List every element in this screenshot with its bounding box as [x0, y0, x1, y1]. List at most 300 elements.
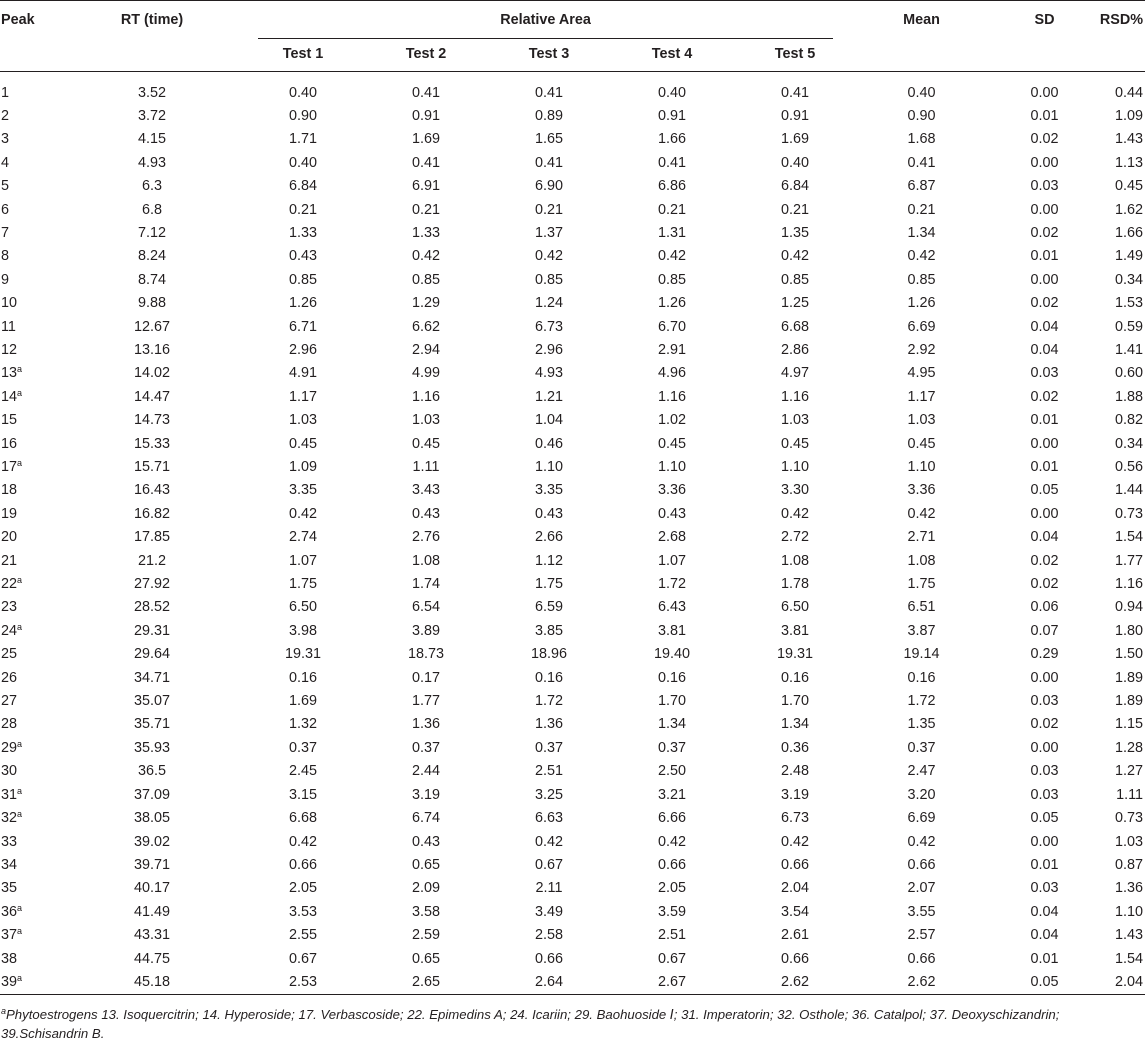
cell-rsd: 0.73 [1115, 505, 1144, 522]
cell-mean: 1.08 [907, 552, 936, 569]
table-row [0, 784, 1145, 807]
cell-test-3: 6.63 [534, 810, 563, 827]
cell-mean: 3.20 [907, 786, 936, 803]
cell-rsd: 0.82 [1115, 412, 1144, 429]
peak-number: 21 [1, 552, 18, 569]
cell-test-1: 0.67 [288, 950, 317, 967]
cell-test-5: 0.45 [781, 435, 810, 452]
cell-test-4: 0.42 [657, 248, 686, 265]
cell-test-5: 3.81 [781, 622, 810, 639]
cell-mean: 0.16 [907, 669, 936, 686]
cell-test-2: 2.65 [341, 971, 464, 995]
cell-mean: 6.69 [907, 318, 936, 335]
cell-rsd: 1.80 [1115, 622, 1144, 639]
cell-rsd: 1.88 [1115, 388, 1144, 405]
cell-peak [0, 971, 86, 995]
cell-test-5: 1.16 [781, 388, 810, 405]
cell-test-5: 1.10 [781, 459, 810, 475]
cell-test-4: 19.40 [653, 646, 690, 663]
cell-test-5: 1.03 [781, 412, 810, 429]
cell-test-5: 6.73 [781, 810, 810, 827]
cell-sd: 0.01 [1030, 459, 1059, 475]
header-mean: Mean [903, 12, 940, 28]
cell-rt: 6.8 [141, 201, 162, 218]
table-row [0, 152, 1145, 175]
cell-test-3: 2.11 [535, 880, 563, 897]
cell-rt: 28.52 [133, 599, 170, 616]
cell-mean: 1.17 [907, 388, 936, 405]
cell-peak [0, 503, 86, 526]
cell-rsd: 1.03 [1115, 833, 1144, 850]
cell-test-1: 1.69 [288, 693, 317, 710]
cell-rsd: 1.13 [1115, 154, 1144, 171]
cell-test-2: 1.33 [411, 224, 440, 241]
cell-test-4: 0.66 [657, 856, 686, 873]
cell-test-4: 1.26 [657, 295, 686, 312]
cell-rt: 41.49 [133, 903, 170, 920]
cell-rsd: 0.87 [1115, 856, 1144, 873]
peak-footnote-mark: a [17, 902, 23, 913]
cell-mean: 0.42 [907, 248, 936, 265]
cell-test-4: 0.91 [657, 107, 686, 124]
cell-test-4: 0.16 [657, 669, 686, 686]
peak-footnote-mark: a [17, 621, 23, 632]
cell-mean: 1.26 [907, 295, 936, 312]
cell-test-2: 3.58 [411, 903, 440, 920]
cell-test-3: 1.37 [534, 224, 563, 241]
cell-sd: 0.00 [1030, 271, 1059, 288]
table-row [0, 713, 1145, 736]
cell-test-1: 6.71 [288, 318, 317, 335]
cell-mean: 0.37 [907, 739, 936, 756]
cell-mean: 1.34 [907, 224, 936, 241]
table-row [0, 924, 1145, 947]
header-test-1: Test 1 [218, 39, 341, 71]
cell-peak [0, 71, 86, 105]
cell-mean: 6.87 [907, 178, 936, 195]
cell-rsd: 0.94 [1115, 599, 1144, 616]
cell-rt: 39.02 [133, 833, 170, 850]
cell-rsd: 1.77 [1115, 552, 1144, 569]
cell-sd: 0.02 [1030, 552, 1059, 569]
cell-test-3: 2.96 [534, 341, 563, 358]
table-row [0, 456, 1145, 479]
cell-peak [0, 362, 86, 385]
table-row [0, 667, 1145, 690]
cell-test-2: 0.37 [411, 739, 440, 756]
cell-test-5: 1.34 [781, 716, 810, 733]
cell-rt: 39.71 [133, 856, 170, 873]
cell-mean: 2.07 [907, 880, 936, 897]
cell-peak [0, 128, 86, 151]
peak-footnote-mark: a [17, 458, 23, 468]
cell-test-4: 1.07 [657, 552, 686, 569]
cell-test-2: 2.09 [411, 880, 440, 897]
cell-test-4: 1.31 [657, 224, 686, 241]
cell-test-2: 6.74 [411, 810, 440, 827]
cell-peak [0, 409, 86, 432]
cell-sd: 0.00 [1030, 833, 1059, 850]
cell-test-5: 1.08 [781, 552, 810, 569]
cell-rt: 15.33 [133, 435, 170, 452]
cell-test-3: 0.42 [534, 248, 563, 265]
cell-test-3: 1.24 [534, 295, 563, 312]
cell-rt: 44.75 [133, 950, 170, 967]
cell-test-1: 0.85 [288, 271, 317, 288]
cell-test-5: 0.91 [781, 107, 810, 124]
cell-rt: 37.09 [133, 786, 170, 803]
cell-test-2: 1.03 [411, 412, 440, 429]
cell-test-1: 1.33 [288, 224, 317, 241]
cell-test-5: 4.97 [781, 365, 810, 382]
cell-test-4: 0.21 [657, 201, 686, 218]
cell-test-3: 1.04 [534, 412, 563, 429]
cell-test-1: 0.40 [288, 84, 317, 101]
cell-test-1: 0.42 [288, 833, 317, 850]
cell-peak [0, 339, 86, 362]
cell-test-2: 1.69 [411, 131, 440, 148]
cell-mean: 1.03 [907, 412, 936, 429]
cell-sd: 0.05 [963, 971, 1079, 995]
peak-number: 30 [1, 763, 18, 780]
cell-mean: 3.87 [907, 622, 936, 639]
cell-test-3: 2.64 [464, 971, 587, 995]
cell-rt: 29.64 [133, 646, 170, 663]
cell-rt: 4.15 [137, 131, 166, 148]
cell-rt: 8.24 [137, 248, 166, 265]
cell-rsd: 0.60 [1115, 365, 1144, 382]
cell-test-4: 4.96 [657, 365, 686, 382]
cell-test-3: 2.66 [534, 529, 563, 546]
cell-sd: 0.03 [1030, 763, 1059, 780]
table-row [0, 550, 1145, 573]
peak-footnote-mark: a [17, 738, 23, 749]
table-row [0, 479, 1145, 502]
peak-number: 20 [1, 529, 18, 546]
header-peak: Peak [1, 12, 35, 28]
cell-mean: 0.41 [907, 154, 936, 171]
table-row [0, 222, 1145, 245]
peak-number: 15 [1, 412, 18, 429]
cell-test-2: 4.99 [411, 365, 440, 382]
cell-rsd: 1.89 [1115, 669, 1144, 686]
peak-number: 34 [1, 856, 18, 873]
peak-number: 36 [1, 903, 18, 920]
table-row [0, 643, 1145, 666]
cell-sd: 0.00 [1030, 84, 1059, 101]
cell-peak [0, 713, 86, 736]
cell-test-3: 1.65 [534, 131, 563, 148]
cell-test-4: 1.70 [657, 693, 686, 710]
peak-number: 27 [1, 693, 18, 710]
cell-test-2: 1.74 [411, 576, 440, 593]
cell-test-4: 2.50 [657, 763, 686, 780]
table-row [0, 971, 1145, 995]
cell-rt: 43.31 [133, 927, 170, 944]
peak-number: 26 [1, 669, 18, 686]
cell-rsd: 1.28 [1115, 739, 1144, 756]
peak-footnote-mark: a [17, 387, 23, 398]
cell-test-5: 0.42 [781, 505, 810, 522]
table-row [0, 760, 1145, 783]
cell-test-4: 2.68 [657, 529, 686, 546]
cell-test-2: 0.41 [411, 154, 440, 171]
cell-rt: 29.31 [133, 622, 170, 639]
cell-sd: 0.04 [1030, 318, 1059, 335]
cell-test-2: 2.76 [411, 529, 440, 546]
cell-test-4: 0.43 [657, 505, 686, 522]
cell-test-1: 0.42 [288, 505, 317, 522]
cell-test-2: 6.91 [411, 178, 440, 195]
cell-rsd: 1.53 [1115, 295, 1144, 312]
table-row [0, 737, 1145, 760]
cell-test-2: 0.85 [411, 271, 440, 288]
cell-rsd: 1.43 [1115, 131, 1144, 148]
table-header [0, 1, 1145, 72]
peak-number: 29 [1, 739, 18, 756]
cell-rsd: 1.66 [1115, 224, 1144, 241]
cell-sd: 0.02 [1030, 388, 1059, 405]
cell-test-4: 1.66 [657, 131, 686, 148]
cell-mean: 0.42 [907, 833, 936, 850]
cell-test-3: 0.46 [534, 435, 563, 452]
peak-number: 32 [1, 810, 18, 827]
cell-peak [0, 948, 86, 971]
cell-test-3: 1.21 [534, 388, 563, 405]
cell-sd: 0.02 [1030, 295, 1059, 312]
cell-peak [0, 292, 86, 315]
cell-peak [0, 269, 86, 292]
cell-test-1: 1.07 [288, 552, 317, 569]
cell-rsd: 0.45 [1115, 178, 1144, 195]
cell-test-3: 0.89 [534, 107, 563, 124]
cell-test-1: 0.16 [288, 669, 317, 686]
cell-rt: 15.71 [133, 459, 170, 475]
cell-mean: 1.75 [907, 576, 936, 593]
cell-test-1: 2.45 [288, 763, 317, 780]
cell-rsd: 1.10 [1115, 903, 1144, 920]
cell-sd: 0.01 [1030, 248, 1059, 265]
header-test-4: Test 4 [587, 39, 710, 71]
cell-test-2: 18.73 [407, 646, 444, 663]
cell-sd: 0.29 [1030, 646, 1059, 663]
table-row [0, 854, 1145, 877]
cell-mean: 3.55 [907, 903, 936, 920]
cell-rsd: 1.16 [1115, 576, 1144, 593]
footnote-text: Phytoestrogens 13. Isoquercitrin; 14. Hyperoside; 17. Verbascoside; 22. Epimedins A; 24. Icariin; 29. Baohuoside Ⅰ; 31. Imperatorin; 32. Osthole; 36. Catalpol; 37. Deoxyschizandrin; 39.Schisandrin B. [1, 1007, 1060, 1042]
cell-test-4: 6.86 [657, 178, 686, 195]
cell-mean: 2.57 [907, 927, 936, 944]
table-row [0, 690, 1145, 713]
cell-test-2: 2.59 [411, 927, 440, 944]
cell-sd: 0.00 [1030, 201, 1059, 218]
cell-mean: 0.21 [907, 201, 936, 218]
cell-test-3: 0.85 [534, 271, 563, 288]
table-row [0, 877, 1145, 900]
cell-rsd: 0.34 [1115, 435, 1144, 452]
cell-test-4: 2.91 [657, 341, 686, 358]
cell-peak [0, 807, 86, 830]
cell-sd: 0.06 [1030, 599, 1059, 616]
cell-test-3: 0.67 [534, 856, 563, 873]
cell-peak [0, 831, 86, 854]
cell-rt: 14.02 [133, 365, 170, 382]
cell-test-3: 0.41 [534, 84, 563, 101]
cell-test-5: 2.86 [781, 341, 810, 358]
cell-sd: 0.05 [1030, 810, 1059, 827]
cell-sd: 0.02 [1030, 576, 1059, 593]
cell-test-1: 6.50 [288, 599, 317, 616]
cell-test-4: 1.10 [657, 459, 686, 475]
table-row [0, 292, 1145, 315]
peak-number: 4 [1, 154, 10, 171]
table-row [0, 526, 1145, 549]
cell-rsd: 0.34 [1115, 271, 1144, 288]
cell-test-2: 1.36 [411, 716, 440, 733]
peak-footnote-mark: a [17, 926, 23, 937]
peak-number: 13 [1, 365, 18, 382]
cell-sd: 0.04 [1030, 529, 1059, 546]
header-test-2: Test 2 [341, 39, 464, 71]
cell-mean: 2.62 [833, 971, 963, 995]
cell-test-5: 0.66 [781, 950, 810, 967]
cell-test-2: 0.43 [411, 833, 440, 850]
cell-test-2: 0.17 [411, 669, 440, 686]
cell-sd: 0.00 [1030, 505, 1059, 522]
cell-mean: 2.71 [907, 529, 936, 546]
cell-rt: 36.5 [137, 763, 166, 780]
cell-peak [0, 456, 86, 479]
table-row [0, 175, 1145, 198]
cell-test-5: 0.16 [781, 669, 810, 686]
cell-test-5: 2.72 [781, 529, 810, 546]
cell-test-2: 0.65 [411, 950, 440, 967]
peak-number: 25 [1, 646, 18, 663]
cell-test-4: 0.67 [657, 950, 686, 967]
cell-peak [0, 877, 86, 900]
cell-test-3: 6.90 [534, 178, 563, 195]
cell-test-3: 0.41 [534, 154, 563, 171]
cell-rsd: 1.50 [1115, 646, 1144, 663]
table-row [0, 128, 1145, 151]
table-row [0, 316, 1145, 339]
cell-peak [0, 316, 86, 339]
cell-test-4: 1.16 [657, 388, 686, 405]
cell-sd: 0.00 [1030, 739, 1059, 756]
cell-peak [0, 643, 86, 666]
cell-peak [0, 386, 86, 409]
cell-test-1: 1.17 [288, 388, 317, 405]
header-relative-area [218, 1, 833, 40]
cell-rt: 45.18 [86, 971, 218, 995]
cell-test-1: 1.32 [288, 716, 317, 733]
cell-sd: 0.01 [1030, 950, 1059, 967]
cell-test-4: 3.36 [657, 482, 686, 499]
header-rsd: RSD% [1099, 12, 1144, 28]
cell-test-3: 1.10 [534, 459, 563, 475]
cell-sd: 0.07 [1030, 622, 1059, 639]
cell-rsd: 1.27 [1115, 763, 1144, 780]
cell-test-1: 2.96 [288, 341, 317, 358]
cell-mean: 0.45 [907, 435, 936, 452]
cell-sd: 0.05 [1030, 482, 1059, 499]
peak-number: 16 [1, 435, 18, 452]
cell-rt: 35.71 [133, 716, 170, 733]
peak-number: 3 [1, 131, 10, 148]
cell-test-5: 1.25 [781, 295, 810, 312]
peak-number: 33 [1, 833, 18, 850]
cell-test-4: 3.21 [657, 786, 686, 803]
cell-test-3: 3.49 [534, 903, 563, 920]
peak-number: 28 [1, 716, 18, 733]
cell-rsd: 1.54 [1115, 529, 1144, 546]
cell-test-3: 0.66 [534, 950, 563, 967]
cell-test-1: 19.31 [284, 646, 321, 663]
cell-test-1: 1.03 [288, 412, 317, 429]
cell-mean: 1.35 [907, 716, 936, 733]
cell-test-3: 0.42 [534, 833, 563, 850]
cell-test-1: 3.35 [288, 482, 317, 499]
cell-rt: 34.71 [133, 669, 170, 686]
cell-mean: 0.90 [907, 107, 936, 124]
cell-test-4: 6.70 [657, 318, 686, 335]
cell-test-3: 2.51 [534, 763, 563, 780]
cell-peak [0, 199, 86, 222]
cell-test-5: 0.42 [781, 833, 810, 850]
cell-test-1: 3.15 [288, 786, 317, 803]
cell-mean: 0.66 [907, 950, 936, 967]
cell-test-2: 2.44 [411, 763, 440, 780]
cell-peak [0, 596, 86, 619]
cell-test-5: 1.69 [781, 131, 810, 148]
cell-test-5: 0.85 [781, 271, 810, 288]
cell-peak [0, 550, 86, 573]
peak-number: 17 [1, 459, 18, 475]
relative-area-label: Relative Area [258, 12, 833, 39]
cell-test-2: 0.42 [411, 248, 440, 265]
cell-rsd: 1.44 [1115, 482, 1144, 499]
cell-test-3: 3.35 [534, 482, 563, 499]
cell-peak [0, 245, 86, 268]
table-row [0, 362, 1145, 385]
peak-number: 6 [1, 201, 10, 218]
cell-mean: 1.72 [907, 693, 936, 710]
cell-test-2: 0.45 [411, 435, 440, 452]
table-row [0, 831, 1145, 854]
cell-peak [0, 760, 86, 783]
cell-test-5: 6.84 [781, 178, 810, 195]
peak-number: 11 [1, 318, 16, 335]
cell-mean: 0.40 [907, 84, 936, 101]
cell-test-2: 1.16 [411, 388, 440, 405]
cell-test-3: 3.25 [534, 786, 563, 803]
cell-peak [0, 690, 86, 713]
cell-peak [0, 924, 86, 947]
cell-test-3: 0.43 [534, 505, 563, 522]
header-test-5: Test 5 [710, 39, 833, 71]
cell-test-4: 2.67 [587, 971, 710, 995]
cell-test-1: 0.66 [288, 856, 317, 873]
peak-footnote-mark: a [17, 972, 23, 983]
cell-rsd: 1.09 [1115, 107, 1144, 124]
cell-test-3: 2.58 [534, 927, 563, 944]
peak-number: 38 [1, 950, 18, 967]
cell-test-5: 0.21 [781, 201, 810, 218]
footnote [0, 1005, 1141, 1043]
cell-sd: 0.01 [1030, 412, 1059, 429]
cell-test-4: 3.59 [657, 903, 686, 920]
cell-test-5: 1.78 [781, 576, 810, 593]
